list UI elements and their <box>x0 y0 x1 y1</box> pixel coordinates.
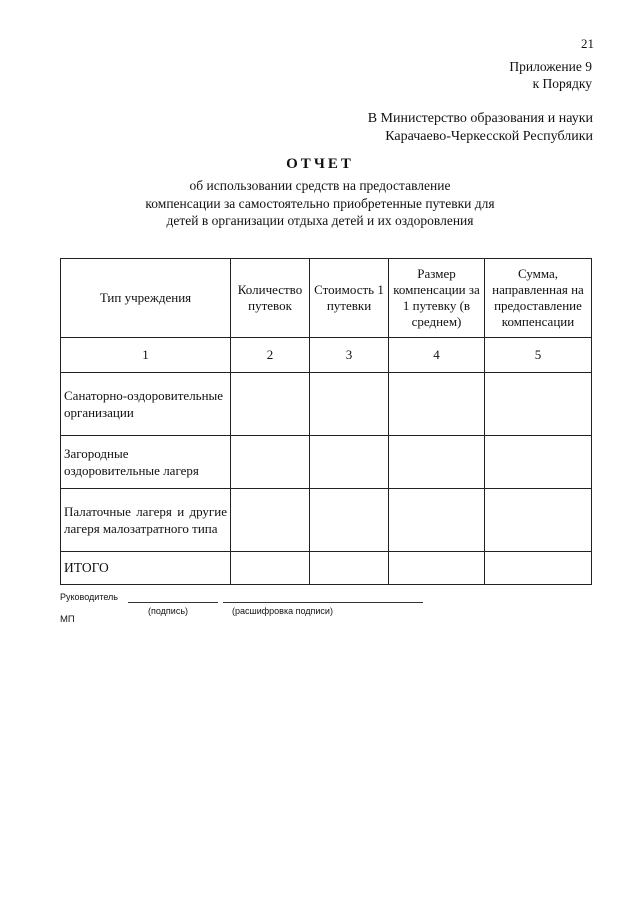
subtitle-line-1: об использовании средств на предоставление <box>189 178 451 193</box>
stamp-place-label: МП <box>60 614 75 625</box>
empty-cell <box>485 373 592 436</box>
header-cell: Размер компенсации за 1 путевку (в среднем) <box>389 259 485 338</box>
empty-cell <box>231 436 310 489</box>
column-number: 3 <box>310 338 389 373</box>
header-cell: Стоимость 1 путевки <box>310 259 389 338</box>
column-number: 1 <box>61 338 231 373</box>
empty-cell <box>485 436 592 489</box>
column-number: 4 <box>389 338 485 373</box>
empty-cell <box>310 373 389 436</box>
document-subtitle <box>0 177 640 230</box>
signature-caption: (подпись) <box>148 606 189 616</box>
signature-line <box>128 602 218 603</box>
appendix-line-1: Приложение 9 <box>509 59 592 74</box>
column-number: 2 <box>231 338 310 373</box>
table-header-row <box>61 259 592 338</box>
row-label: Палаточные лагеря и другие лагеря малозатратного типа <box>61 489 231 552</box>
table-row <box>61 489 592 552</box>
addressee-line-1: В Министерство образования и науки <box>367 111 593 126</box>
empty-cell <box>231 489 310 552</box>
column-number-row <box>61 338 592 373</box>
page-number: 21 <box>581 36 594 51</box>
empty-cell <box>485 489 592 552</box>
subtitle-line-3: детей в организации отдыха детей и их оздоровления <box>166 213 474 228</box>
empty-cell <box>389 489 485 552</box>
signatory-label: Руководитель <box>60 592 118 602</box>
header-cell: Количество путевок <box>231 259 310 338</box>
empty-cell <box>310 489 389 552</box>
table-row <box>61 436 592 489</box>
appendix-reference <box>509 58 592 92</box>
total-label: ИТОГО <box>61 552 231 585</box>
header-cell: Тип учреждения <box>61 259 231 338</box>
empty-cell <box>389 436 485 489</box>
column-number: 5 <box>485 338 592 373</box>
empty-cell <box>231 552 310 585</box>
subtitle-line-2: компенсации за самостоятельно приобретенные путевки для <box>145 195 495 211</box>
header-cell: Сумма, направленная на предоставление компенсации <box>485 259 592 338</box>
row-label: Санаторно-оздоровительные организации <box>61 373 231 436</box>
addressee <box>368 110 593 146</box>
empty-cell <box>231 373 310 436</box>
total-row <box>61 552 592 585</box>
appendix-line-2: к Порядку <box>532 76 592 91</box>
document-title: ОТЧЕТ <box>286 156 354 172</box>
table-row <box>61 373 592 436</box>
empty-cell <box>389 552 485 585</box>
addressee-line-2: Карачаево-Черкесской Республики <box>385 129 593 144</box>
report-table <box>60 258 592 585</box>
empty-cell <box>310 436 389 489</box>
signature-decoding-line <box>223 602 423 603</box>
row-label: Загородные оздоровительные лагеря <box>61 436 231 489</box>
empty-cell <box>310 552 389 585</box>
signature-decoding-caption: (расшифровка подписи) <box>232 606 333 616</box>
empty-cell <box>389 373 485 436</box>
empty-cell <box>485 552 592 585</box>
